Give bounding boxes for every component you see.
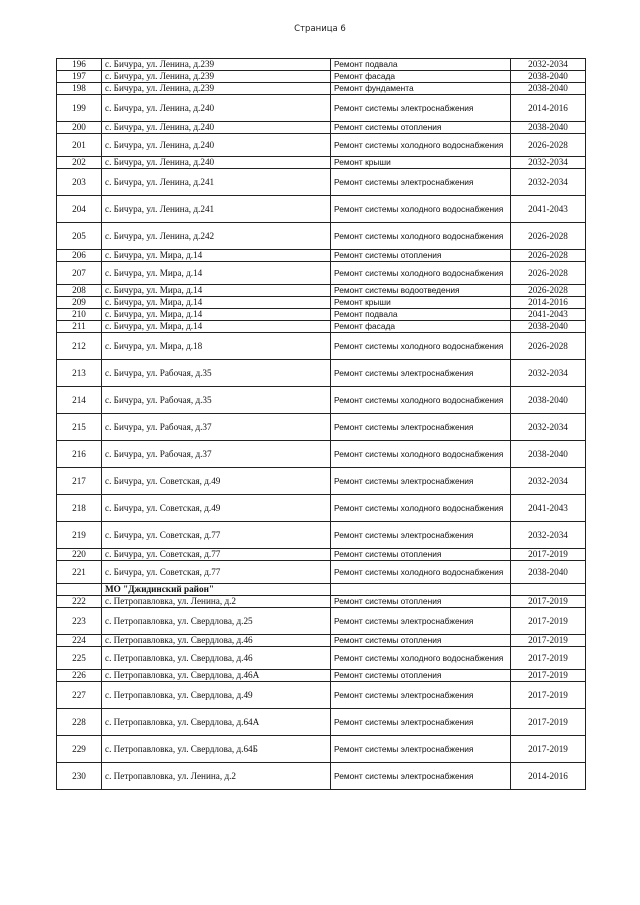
row-number-cell: 217 bbox=[57, 468, 102, 495]
work-type-cell: Ремонт системы отопления bbox=[331, 122, 511, 134]
table-row bbox=[57, 59, 586, 71]
period-cell: 2026-2028 bbox=[511, 333, 586, 360]
table-row bbox=[57, 134, 586, 157]
work-type-cell: Ремонт системы отопления bbox=[331, 250, 511, 262]
address-cell: с. Бичура, ул. Ленина, д.239 bbox=[102, 59, 331, 71]
period-cell: 2032-2034 bbox=[511, 157, 586, 169]
period-cell: 2014-2016 bbox=[511, 297, 586, 309]
row-number-cell: 213 bbox=[57, 360, 102, 387]
address-cell: с. Бичура, ул. Ленина, д.242 bbox=[102, 223, 331, 250]
row-number-cell: 226 bbox=[57, 670, 102, 682]
period-cell: 2014-2016 bbox=[511, 763, 586, 790]
work-type-cell: Ремонт системы электроснабжения bbox=[331, 360, 511, 387]
work-type-cell: Ремонт системы холодного водоснабжения bbox=[331, 441, 511, 468]
table-row bbox=[57, 763, 586, 790]
period-cell: 2026-2028 bbox=[511, 262, 586, 285]
work-type-cell: Ремонт системы электроснабжения bbox=[331, 736, 511, 763]
address-cell: с. Бичура, ул. Мира, д.14 bbox=[102, 321, 331, 333]
address-cell: с. Бичура, ул. Мира, д.14 bbox=[102, 285, 331, 297]
period-cell: 2032-2034 bbox=[511, 59, 586, 71]
row-number-cell: 221 bbox=[57, 561, 102, 584]
row-number-cell: 206 bbox=[57, 250, 102, 262]
period-cell: 2017-2019 bbox=[511, 709, 586, 736]
row-number-cell: 197 bbox=[57, 71, 102, 83]
row-number-cell: 227 bbox=[57, 682, 102, 709]
table-row bbox=[57, 297, 586, 309]
address-cell: с. Бичура, ул. Советская, д.77 bbox=[102, 561, 331, 584]
period-cell: 2032-2034 bbox=[511, 522, 586, 549]
table-row bbox=[57, 495, 586, 522]
work-type-cell: Ремонт системы отопления bbox=[331, 670, 511, 682]
table-row bbox=[57, 670, 586, 682]
work-type-cell: Ремонт системы холодного водоснабжения bbox=[331, 561, 511, 584]
address-cell: с. Бичура, ул. Ленина, д.239 bbox=[102, 83, 331, 95]
section-empty-cell bbox=[331, 584, 511, 596]
address-cell: с. Бичура, ул. Советская, д.77 bbox=[102, 522, 331, 549]
section-row bbox=[57, 584, 586, 596]
table-row bbox=[57, 387, 586, 414]
period-cell: 2038-2040 bbox=[511, 71, 586, 83]
work-type-cell: Ремонт системы холодного водоснабжения bbox=[331, 333, 511, 360]
address-cell: с. Бичура, ул. Мира, д.14 bbox=[102, 309, 331, 321]
row-number-cell: 214 bbox=[57, 387, 102, 414]
work-type-cell: Ремонт системы электроснабжения bbox=[331, 709, 511, 736]
address-cell: с. Петропавловка, ул. Свердлова, д.64Б bbox=[102, 736, 331, 763]
address-cell: с. Петропавловка, ул. Свердлова, д.46 bbox=[102, 647, 331, 670]
row-number-cell: 218 bbox=[57, 495, 102, 522]
period-cell: 2026-2028 bbox=[511, 223, 586, 250]
table-row bbox=[57, 285, 586, 297]
period-cell: 2041-2043 bbox=[511, 309, 586, 321]
table-row bbox=[57, 736, 586, 763]
table-row bbox=[57, 360, 586, 387]
address-cell: с. Петропавловка, ул. Свердлова, д.25 bbox=[102, 608, 331, 635]
period-cell: 2038-2040 bbox=[511, 387, 586, 414]
work-type-cell: Ремонт системы электроснабжения bbox=[331, 414, 511, 441]
table-row bbox=[57, 122, 586, 134]
table-row bbox=[57, 522, 586, 549]
row-number-cell: 199 bbox=[57, 95, 102, 122]
address-cell: с. Бичура, ул. Советская, д.49 bbox=[102, 468, 331, 495]
work-type-cell: Ремонт системы холодного водоснабжения bbox=[331, 196, 511, 223]
row-number-cell: 228 bbox=[57, 709, 102, 736]
table-row bbox=[57, 321, 586, 333]
table-row bbox=[57, 333, 586, 360]
period-cell: 2032-2034 bbox=[511, 360, 586, 387]
work-type-cell: Ремонт системы электроснабжения bbox=[331, 682, 511, 709]
address-cell: с. Петропавловка, ул. Свердлова, д.46А bbox=[102, 670, 331, 682]
table-row bbox=[57, 608, 586, 635]
work-type-cell: Ремонт системы холодного водоснабжения bbox=[331, 495, 511, 522]
period-cell: 2032-2034 bbox=[511, 169, 586, 196]
address-cell: с. Петропавловка, ул. Свердлова, д.49 bbox=[102, 682, 331, 709]
table-row bbox=[57, 468, 586, 495]
address-cell: с. Бичура, ул. Советская, д.77 bbox=[102, 549, 331, 561]
period-cell: 2017-2019 bbox=[511, 682, 586, 709]
table-row bbox=[57, 262, 586, 285]
work-type-cell: Ремонт фасада bbox=[331, 321, 511, 333]
address-cell: с. Бичура, ул. Мира, д.14 bbox=[102, 250, 331, 262]
work-type-cell: Ремонт системы холодного водоснабжения bbox=[331, 262, 511, 285]
row-number-cell: 200 bbox=[57, 122, 102, 134]
table-row bbox=[57, 682, 586, 709]
period-cell: 2017-2019 bbox=[511, 635, 586, 647]
section-num-cell bbox=[57, 584, 102, 596]
address-cell: с. Бичура, ул. Мира, д.14 bbox=[102, 262, 331, 285]
address-cell: с. Петропавловка, ул. Ленина, д.2 bbox=[102, 763, 331, 790]
row-number-cell: 216 bbox=[57, 441, 102, 468]
row-number-cell: 215 bbox=[57, 414, 102, 441]
row-number-cell: 208 bbox=[57, 285, 102, 297]
row-number-cell: 204 bbox=[57, 196, 102, 223]
address-cell: с. Бичура, ул. Рабочая, д.37 bbox=[102, 414, 331, 441]
address-cell: с. Петропавловка, ул. Свердлова, д.64А bbox=[102, 709, 331, 736]
row-number-cell: 229 bbox=[57, 736, 102, 763]
work-type-cell: Ремонт системы отопления bbox=[331, 549, 511, 561]
address-cell: с. Бичура, ул. Рабочая, д.37 bbox=[102, 441, 331, 468]
row-number-cell: 210 bbox=[57, 309, 102, 321]
work-type-cell: Ремонт системы холодного водоснабжения bbox=[331, 134, 511, 157]
row-number-cell: 212 bbox=[57, 333, 102, 360]
address-cell: с. Петропавловка, ул. Ленина, д.2 bbox=[102, 596, 331, 608]
address-cell: с. Бичура, ул. Ленина, д.240 bbox=[102, 157, 331, 169]
period-cell: 2026-2028 bbox=[511, 134, 586, 157]
table-row bbox=[57, 157, 586, 169]
row-number-cell: 202 bbox=[57, 157, 102, 169]
work-type-cell: Ремонт фасада bbox=[331, 71, 511, 83]
period-cell: 2032-2034 bbox=[511, 414, 586, 441]
row-number-cell: 223 bbox=[57, 608, 102, 635]
period-cell: 2014-2016 bbox=[511, 95, 586, 122]
period-cell: 2017-2019 bbox=[511, 549, 586, 561]
address-cell: с. Бичура, ул. Ленина, д.240 bbox=[102, 122, 331, 134]
table-row bbox=[57, 223, 586, 250]
address-cell: с. Бичура, ул. Рабочая, д.35 bbox=[102, 387, 331, 414]
period-cell: 2017-2019 bbox=[511, 608, 586, 635]
work-type-cell: Ремонт системы отопления bbox=[331, 596, 511, 608]
section-title: МО "Джидинский район" bbox=[102, 584, 331, 596]
row-number-cell: 211 bbox=[57, 321, 102, 333]
row-number-cell: 224 bbox=[57, 635, 102, 647]
address-cell: с. Бичура, ул. Ленина, д.241 bbox=[102, 169, 331, 196]
work-type-cell: Ремонт системы электроснабжения bbox=[331, 608, 511, 635]
address-cell: с. Бичура, ул. Ленина, д.239 bbox=[102, 71, 331, 83]
period-cell: 2038-2040 bbox=[511, 83, 586, 95]
address-cell: с. Бичура, ул. Ленина, д.240 bbox=[102, 134, 331, 157]
row-number-cell: 205 bbox=[57, 223, 102, 250]
row-number-cell: 230 bbox=[57, 763, 102, 790]
work-type-cell: Ремонт системы электроснабжения bbox=[331, 95, 511, 122]
table-row bbox=[57, 309, 586, 321]
period-cell: 2038-2040 bbox=[511, 122, 586, 134]
table-row bbox=[57, 250, 586, 262]
row-number-cell: 196 bbox=[57, 59, 102, 71]
period-cell: 2041-2043 bbox=[511, 196, 586, 223]
row-number-cell: 198 bbox=[57, 83, 102, 95]
work-type-cell: Ремонт подвала bbox=[331, 59, 511, 71]
period-cell: 2017-2019 bbox=[511, 647, 586, 670]
table-row bbox=[57, 83, 586, 95]
row-number-cell: 207 bbox=[57, 262, 102, 285]
row-number-cell: 222 bbox=[57, 596, 102, 608]
address-cell: с. Бичура, ул. Рабочая, д.35 bbox=[102, 360, 331, 387]
period-cell: 2038-2040 bbox=[511, 441, 586, 468]
table-row bbox=[57, 95, 586, 122]
address-cell: с. Бичура, ул. Ленина, д.241 bbox=[102, 196, 331, 223]
page-header: Страница 6 bbox=[294, 24, 346, 34]
work-type-cell: Ремонт системы электроснабжения bbox=[331, 522, 511, 549]
work-type-cell: Ремонт системы электроснабжения bbox=[331, 169, 511, 196]
address-cell: с. Бичура, ул. Мира, д.18 bbox=[102, 333, 331, 360]
period-cell: 2017-2019 bbox=[511, 596, 586, 608]
address-cell: с. Бичура, ул. Ленина, д.240 bbox=[102, 95, 331, 122]
table-row bbox=[57, 709, 586, 736]
work-type-cell: Ремонт системы холодного водоснабжения bbox=[331, 387, 511, 414]
table-row bbox=[57, 169, 586, 196]
table-row bbox=[57, 549, 586, 561]
table-row bbox=[57, 196, 586, 223]
period-cell: 2017-2019 bbox=[511, 736, 586, 763]
work-type-cell: Ремонт крыши bbox=[331, 297, 511, 309]
period-cell: 2041-2043 bbox=[511, 495, 586, 522]
registry-table bbox=[56, 58, 586, 790]
work-type-cell: Ремонт системы отопления bbox=[331, 635, 511, 647]
address-cell: с. Бичура, ул. Советская, д.49 bbox=[102, 495, 331, 522]
row-number-cell: 225 bbox=[57, 647, 102, 670]
period-cell: 2026-2028 bbox=[511, 250, 586, 262]
period-cell: 2038-2040 bbox=[511, 561, 586, 584]
period-cell: 2038-2040 bbox=[511, 321, 586, 333]
row-number-cell: 201 bbox=[57, 134, 102, 157]
registry-table-body bbox=[57, 59, 586, 790]
table-row bbox=[57, 635, 586, 647]
work-type-cell: Ремонт системы электроснабжения bbox=[331, 763, 511, 790]
work-type-cell: Ремонт подвала bbox=[331, 309, 511, 321]
table-row bbox=[57, 441, 586, 468]
address-cell: с. Петропавловка, ул. Свердлова, д.46 bbox=[102, 635, 331, 647]
address-cell: с. Бичура, ул. Мира, д.14 bbox=[102, 297, 331, 309]
table-row bbox=[57, 596, 586, 608]
row-number-cell: 203 bbox=[57, 169, 102, 196]
section-empty-cell bbox=[511, 584, 586, 596]
work-type-cell: Ремонт системы холодного водоснабжения bbox=[331, 223, 511, 250]
work-type-cell: Ремонт системы электроснабжения bbox=[331, 468, 511, 495]
row-number-cell: 220 bbox=[57, 549, 102, 561]
row-number-cell: 219 bbox=[57, 522, 102, 549]
period-cell: 2032-2034 bbox=[511, 468, 586, 495]
work-type-cell: Ремонт фундамента bbox=[331, 83, 511, 95]
table-row bbox=[57, 414, 586, 441]
work-type-cell: Ремонт системы холодного водоснабжения bbox=[331, 647, 511, 670]
table-row bbox=[57, 71, 586, 83]
work-type-cell: Ремонт крыши bbox=[331, 157, 511, 169]
work-type-cell: Ремонт системы водоотведения bbox=[331, 285, 511, 297]
period-cell: 2017-2019 bbox=[511, 670, 586, 682]
table-row bbox=[57, 561, 586, 584]
period-cell: 2026-2028 bbox=[511, 285, 586, 297]
row-number-cell: 209 bbox=[57, 297, 102, 309]
table-row bbox=[57, 647, 586, 670]
